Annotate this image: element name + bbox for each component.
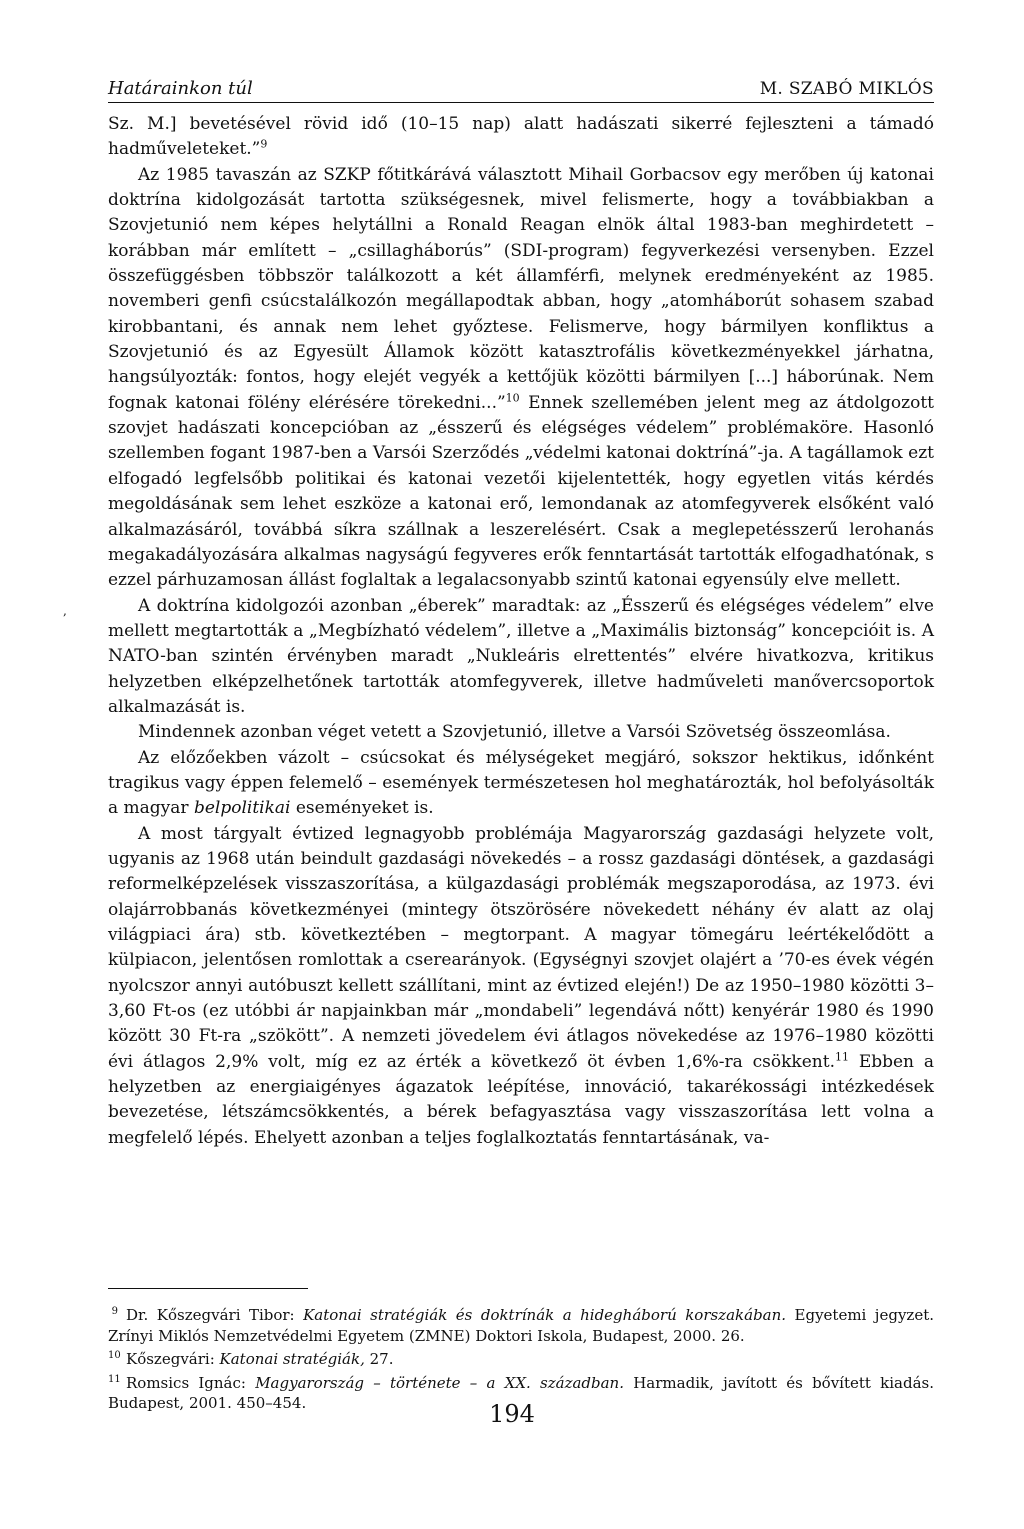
footnotes	[108, 1302, 934, 1414]
footnote: 11 Romsics Ignác: Magyarország – története – a XX. században. Harmadik, javított és bővített kiadás. Budapest, 2001. 450–454.	[108, 1373, 935, 1412]
paragraph: Az előzőekben vázolt – csúcsokat és mélységeket megjáró, sokszor hektikus, időnként tragikus vagy éppen felemelő – események természetesen hol meghatározták, hol befolyásolták a magyar belpolitikai eseményeket is.	[108, 747, 934, 819]
footnote-ref: 10	[505, 391, 520, 405]
paragraph: Mindennek azonban véget vetett a Szovjetunió, illetve a Varsói Szövetség összeomlása.	[138, 722, 891, 743]
stray-mark: ,	[63, 604, 67, 618]
footnote: 9 Dr. Kőszegvári Tibor: Katonai stratégiák és doktrínák a hidegháború korszakában. Egyetemi jegyzet. Zrínyi Miklós Nemzetvédelmi Egyetem (ZMNE) Doktori Iskola, Budapest, 2000. 26.	[108, 1306, 934, 1345]
paragraph: A most tárgyalt évtized legnagyobb problémája Magyarország gazdasági helyzete volt, ugyanis az 1968 után beindult gazdasági növekedés – a rossz gazdasági döntések, a gazdasági reformelképzelések visszaszorítása, a külgazdasági problémák megszaporodása, az 1973. évi olajárrobbanás következményei (mintegy ötszörösére növekedett néhány év alatt az olaj világpiaci ára) stb. következtében – megtorpant. A magyar tömegáru leértékelődött a külpiacon, jelentősen romlottak a cserearányok. (Egységnyi szovjet olajért a ’70-es évek végén nyolcszor annyi autóbuszt kellett szállítani, mint az évtized elején!) De az 1950–1980 közötti 3–3,60 Ft-os (ez utóbbi ár napjainkban már „mondabeli” legendává nőtt) kenyérár 1980 és 1990 között 30 Ft-ra „szökött”. A nemzeti jövedelem évi átlagos növekedése az 1976–1980 közötti évi átlagos 2,9% volt, míg ez az érték a következő öt évben 1,6%-ra csökkent.$^{11}$ Ebben a helyzetben az energiaigényes ágazatok leépítése, innováció, takarékossági intézkedések bevezetése, létszámcsökkentés, a bérek befagyasztása vagy visszaszorítása lett volna a megfelelő lépés. Ehelyett azonban a teljes foglalkoztatás fenntartásának, va-	[108, 823, 934, 1148]
paragraph: A doktrína kidolgozói azonban „éberek” maradtak: az „Ésszerű és elégséges védelem” elve mellett megtartották a „Megbízható védelem”, illetve a „Maximális biztonság” koncepcióit is. A NATO-ban szintén érvényben maradt „Nukleáris elrettentés” elvére hivatkozva, kritikus helyzetben elképzelhetőnek tartották atomfegyverek, illetve hadműveleti manővercsoportok alkalmazását is.	[108, 595, 934, 717]
footnote: 10 Kőszegvári: Katonai stratégiák, 27.	[108, 1350, 394, 1368]
footnote-ref: 11	[834, 1050, 849, 1064]
main-text	[108, 112, 934, 1151]
header-author: M. SZABÓ MIKLÓS	[759, 79, 934, 99]
footnote-ref: 9	[260, 137, 268, 151]
header-section-title: Határainkon túl	[108, 78, 253, 99]
paragraph: Sz. M.] bevetésével rövid idő (10–15 nap) alatt hadászati sikerré fejleszteni a támadó hadműveleteket.”$^9$	[108, 114, 934, 160]
running-header	[108, 76, 934, 103]
paragraph: Az 1985 tavaszán az SZKP főtitkárává választott Mihail Gorbacsov egy merőben új katonai doktrína kidolgozását tartotta szükségesnek, mivel felismerte, hogy a továbbiakban a Szovjetunió nem képes helytállni a Ronald Reagan elnök által 1983-ban meghirdetett – korábban már említett – „csillagháborús” (SDI-program) fegyverkezési versenyben. Ezzel összefüggésben többször találkozott a két államférfi, melynek eredményeként az 1985. novemberi genfi csúcstalálkozón megállapodtak abban, hogy „atomháborút sohasem szabad kirobbantani, és annak nem lehet győztese. Felismerve, hogy bármilyen konfliktus a Szovjetunió és az Egyesült Államok között katasztrofális következményekkel járhatna, hangsúlyozták: fontos, hogy elejét vegyék a kettőjük közötti bármilyen [...] háborúnak. Nem fognak katonai fölény elérésére törekedni...”$^{10}$ Ennek szellemében jelent meg az átdolgozott szovjet hadászati koncepcióban az „ésszerű és elégséges védelem” problémaköre. Hasonló szellemben fogant 1987-ben a Varsói Szerződés „védelmi katonai doktríná”-ja. A tagállamok ezt elfogadó legfelsőbb politikai és katonai vezetői kijelentették, hogy egyetlen vitás kérdés megoldásának sem lehet eszköze a katonai erő, lemondanak az atomfegyverek elsőként való alkalmazásáról, továbbá síkra szállnak a leszerelésért. Csak a meglepetésszerű lerohanás megakadályozására alkalmas nagyságú fegyveres erők fenntartását tartották elfogadhatónak, s ezzel párhuzamosan állást foglaltak a legalacsonyabb szintű katonai egyensúly elve mellett.	[108, 164, 934, 591]
page-number: 194	[489, 1400, 535, 1428]
footnote-divider	[108, 1288, 308, 1289]
